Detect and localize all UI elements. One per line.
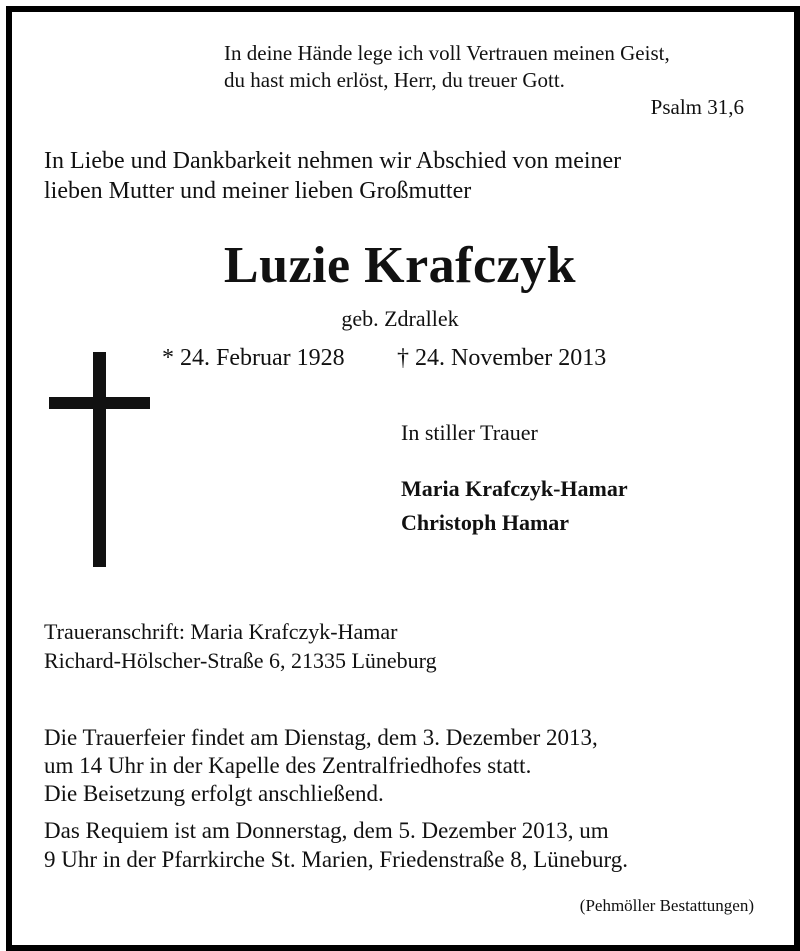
intro-line: In Liebe und Dankbarkeit nehmen wir Abschied von meiner xyxy=(44,148,622,174)
service-line: Die Beisetzung erfolgt anschließend. xyxy=(44,781,384,806)
funeral-service-info xyxy=(44,724,598,808)
death-date: † 24. November 2013 xyxy=(397,345,607,371)
service-line: um 14 Uhr in der Kapelle des Zentralfriedhofes statt. xyxy=(44,753,532,778)
address-line: Richard-Hölscher-Straße 6, 21335 Lüneburg xyxy=(44,648,437,673)
deceased-name: Luzie Krafczyk xyxy=(223,237,577,294)
address-line: Traueranschrift: Maria Krafczyk-Hamar xyxy=(44,619,398,644)
bible-verse xyxy=(224,40,670,94)
requiem-info xyxy=(44,816,628,874)
verse-line: In deine Hände lege ich voll Vertrauen meinen Geist, xyxy=(224,41,670,65)
maiden-name: geb. Zdrallek xyxy=(341,306,459,331)
requiem-line: 9 Uhr in der Pfarrkirche St. Marien, Friedenstraße 8, Lüneburg. xyxy=(44,847,628,872)
intro-line: lieben Mutter und meiner lieben Großmutter xyxy=(44,178,472,204)
cross-vertical-bar xyxy=(93,352,106,567)
birth-date: * 24. Februar 1928 xyxy=(162,345,345,371)
verse-line: du hast mich erlöst, Herr, du treuer Gott. xyxy=(224,68,565,92)
mourner-name: Christoph Hamar xyxy=(401,510,570,535)
latin-cross-icon xyxy=(49,352,150,567)
mourner-name: Maria Krafczyk-Hamar xyxy=(401,476,628,501)
mourning-address xyxy=(44,617,437,675)
service-line: Die Trauerfeier findet am Dienstag, dem 3. Dezember 2013, xyxy=(44,725,598,750)
cross-horizontal-bar xyxy=(49,397,150,409)
requiem-line: Das Requiem ist am Donnerstag, dem 5. Dezember 2013, um xyxy=(44,818,609,843)
undertaker-credit: (Pehmöller Bestattungen) xyxy=(579,896,754,915)
verse-reference: Psalm 31,6 xyxy=(650,95,744,119)
mourning-heading: In stiller Trauer xyxy=(401,420,538,445)
intro-text xyxy=(44,146,621,206)
